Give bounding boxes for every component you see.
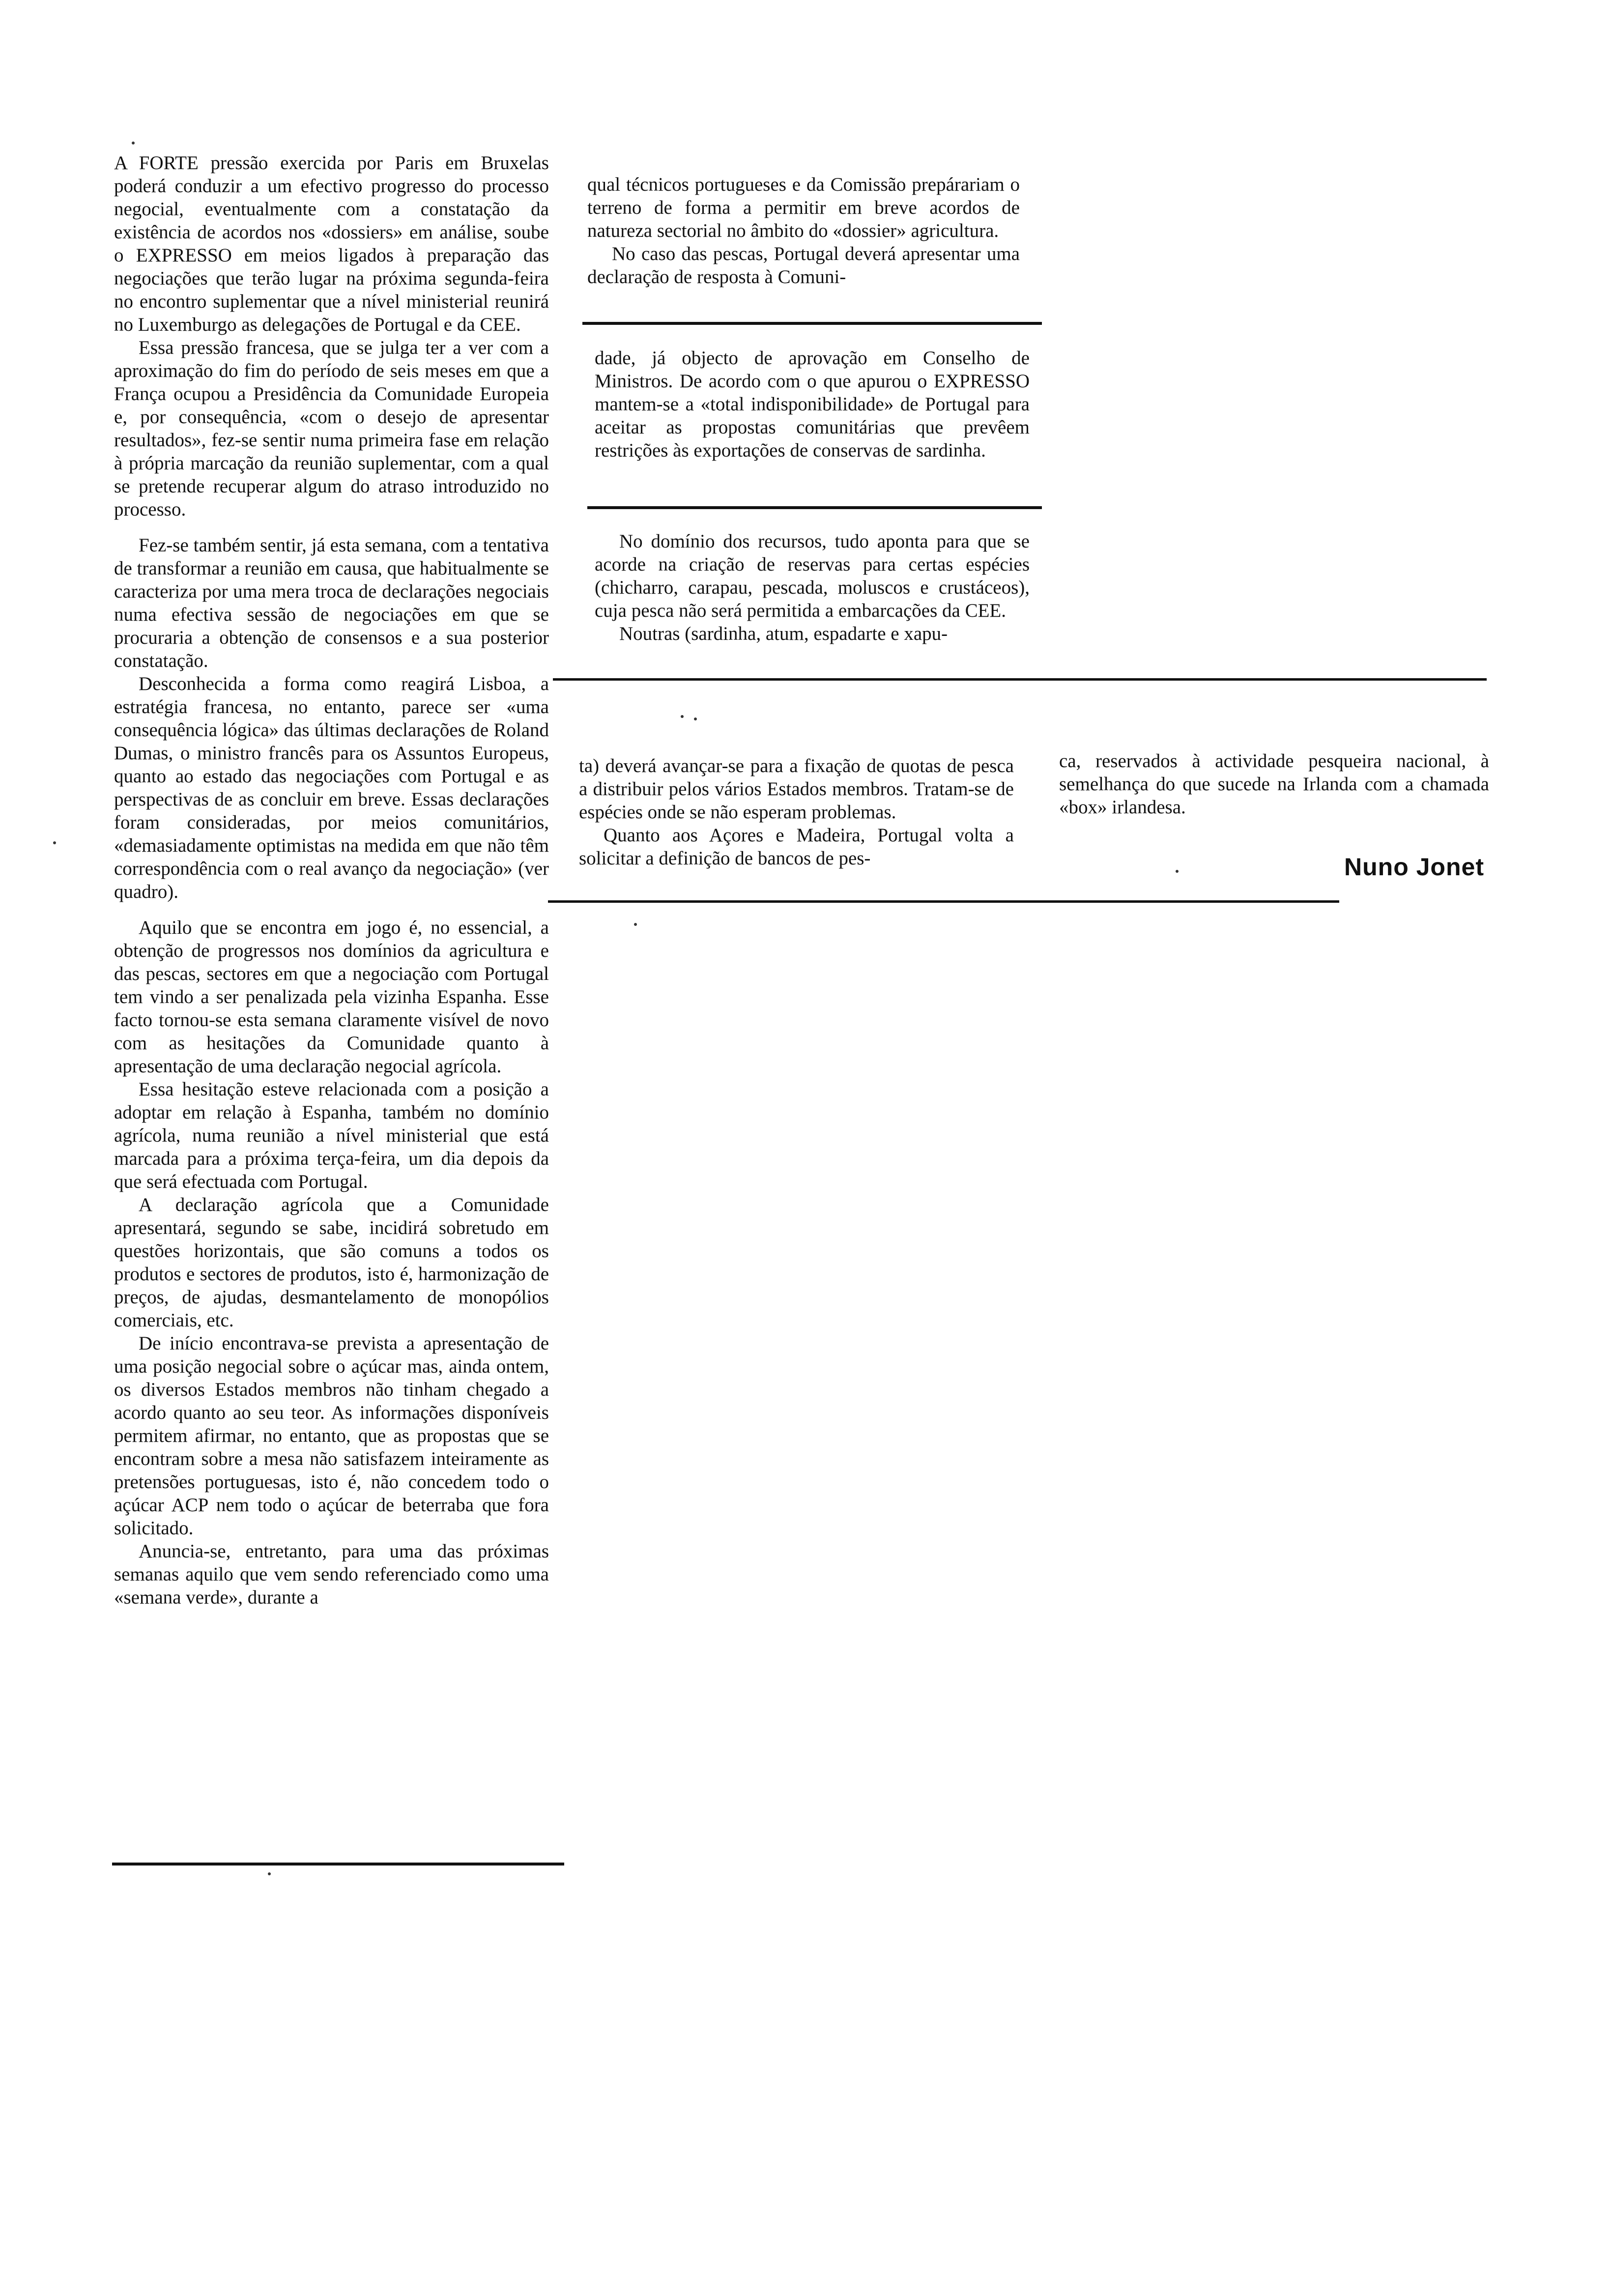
scan-speck xyxy=(268,1872,271,1875)
paragraph: Quanto aos Açores e Madeira, Portugal volta a solicitar a definição de bancos de pes- xyxy=(579,825,1014,869)
scan-speck xyxy=(634,923,637,926)
paragraph: ta) deverá avançar-se para a fixação de quotas de pesca a distribuir pelos vários Estados membros. Tratam-se de espécies onde se não esperam problemas. xyxy=(579,755,1014,823)
paragraph: A FORTE pressão exercida por Paris em Bruxelas poderá conduzir a um efectivo progresso do processo negocial, eventualmente com a constatação da existência de acordos nos «dossiers» em análise, soube o EXPRESSO em meios ligados à preparação das negociações que terão lugar na próxima segunda-feira no encontro suplementar que a nível ministerial reunirá no Luxemburgo as delegações de Portugal e da CEE. xyxy=(114,152,549,335)
scan-speck xyxy=(132,142,135,144)
paragraph: Anuncia-se, entretanto, para uma das próximas semanas aquilo que vem sendo referenciado como uma «semana verde», durante a xyxy=(114,1541,549,1608)
paragraph: ca, reservados à actividade pesqueira nacional, à semelhança do que sucede na Irlanda com a chamada «box» irlandesa. xyxy=(1059,750,1489,818)
paragraph: Noutras (sardinha, atum, espadarte e xapu- xyxy=(619,623,948,644)
paragraph: Essa hesitação esteve relacionada com a posição a adoptar em relação à Espanha, também no domínio agrícola, numa reunião a nível ministerial que está marcada para a próxima terça-feira, um dia depois da que será efectuada com Portugal. xyxy=(114,1079,549,1192)
column-2-rule-1 xyxy=(582,322,1042,325)
paragraph: No domínio dos recursos, tudo aponta para que se acorde na criação de reservas para certas espécies (chicharro, carapau, pescada, moluscos e crustáceos), cuja pesca não será permitida a embarcações da CEE. xyxy=(595,531,1030,621)
article-column-1 xyxy=(114,151,549,1609)
article-column-2-block-c xyxy=(595,530,1030,645)
article-column-3 xyxy=(1059,749,1489,819)
article-column-2-block-a xyxy=(587,173,1020,288)
scan-speck xyxy=(53,841,56,844)
column-1-bottom-rule xyxy=(112,1863,564,1866)
paragraph: No caso das pescas, Portugal deverá apresentar uma declaração de resposta à Comuni- xyxy=(587,243,1020,287)
scan-speck xyxy=(694,718,697,720)
paragraph: Desconhecida a forma como reagirá Lisboa, a estratégia francesa, no entanto, parece ser «uma consequência lógica» das últimas declarações de Roland Dumas, o ministro francês para os Assuntos Europeus, quanto ao estado das negociações com Portugal e as perspectivas de as concluir em breve. Essas declarações foram consideradas, por meios comunitários, «demasiadamente optimistas na medida em que não têm correspondência com o real avanço da negociação» (ver quadro). xyxy=(114,673,549,902)
article-column-2-block-d xyxy=(579,754,1014,870)
column-2-rule-2 xyxy=(587,506,1042,509)
byline: Nuno Jonet xyxy=(1344,853,1484,881)
scan-speck xyxy=(681,715,684,718)
scan-speck xyxy=(1176,870,1179,873)
paragraph: Essa pressão francesa, que se julga ter a ver com a aproximação do fim do período de seis meses em que a França ocupou a Presidência da Comunidade Europeia e, por consequência, «com o desejo de apresentar resultados», fez-se sentir numa primeira fase em relação à própria marcação da reunião suplementar, com a qual se pretende recuperar algum do atraso introduzido no processo. xyxy=(114,337,549,520)
paragraph: De início encontrava-se prevista a apresentação de uma posição negocial sobre o açúcar mas, ainda ontem, os diversos Estados membros não tinham chegado a acordo quanto ao seu teor. As informações disponíveis permitem afirmar, no entanto, que as propostas que se encontram sobre a mesa não satisfazem inteiramente as pretensões portuguesas, isto é, não concedem todo o açúcar ACP nem todo o açúcar de beterraba que fora solicitado. xyxy=(114,1333,549,1539)
article-column-2-block-b xyxy=(595,346,1030,462)
bottom-rule xyxy=(548,900,1339,903)
paragraph: dade, já objecto de aprovação em Conselho de Ministros. De acordo com o que apurou o EXPRESSO mantem-se a «total indisponibilidade» de Portugal para aceitar as propostas comunitárias que prevêem restrições às exportações de conservas de sardinha. xyxy=(595,347,1030,461)
paragraph: A declaração agrícola que a Comunidade apresentará, segundo se sabe, incidirá sobretudo em questões horizontais, que são comuns a todos os produtos e sectores de produtos, isto é, harmonização de preços, de ajudas, desmantelamento de monopólios comerciais, etc. xyxy=(114,1194,549,1331)
paragraph: qual técnicos portugueses e da Comissão prepárariam o terreno de forma a permitir em breve acordos de natureza sectorial no âmbito do «dossier» agricultura. xyxy=(587,174,1020,241)
paragraph: Aquilo que se encontra em jogo é, no essencial, a obtenção de progressos nos domínios da agricultura e das pescas, sectores em que a negociação com Portugal tem vindo a ser penalizada pela vizinha Espanha. Esse facto tornou-se esta semana claramente visível de novo com as hesitações da Comunidade quanto à apresentação de uma declaração negocial agrícola. xyxy=(114,917,549,1077)
column-2-rule-3 xyxy=(553,678,1487,681)
paragraph: Fez-se também sentir, já esta semana, com a tentativa de transformar a reunião em causa, que habitualmente se caracteriza por uma mera troca de declarações negociais numa efectiva sessão de negociações em que se procuraria a obtenção de consensos e a sua posterior constatação. xyxy=(114,535,549,671)
